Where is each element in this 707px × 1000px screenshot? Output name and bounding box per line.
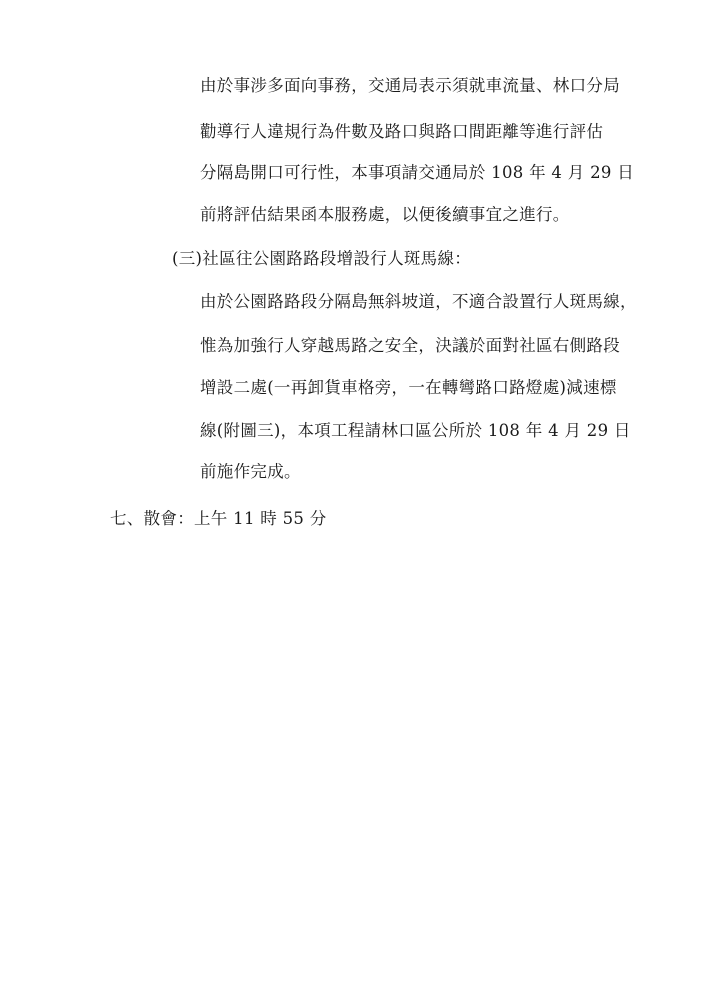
paragraph-line: 增設二處(一再卸貨車格旁，一在轉彎路口路燈處)減速標 (200, 378, 617, 397)
paragraph-line: 線(附圖三)，本項工程請林口區公所於 108 年 4 月 29 日 (200, 421, 631, 440)
paragraph-line: 由於事涉多面向事務，交通局表示須就車流量、林口分局 (200, 76, 620, 95)
paragraph-line: 勸導行人違規行為件數及路口與路口間距離等進行評估 (200, 122, 604, 141)
paragraph-line: 惟為加強行人穿越馬路之安全，決議於面對社區右側路段 (200, 336, 620, 355)
paragraph-line: 由於公園路路段分隔島無斜坡道，不適合設置行人斑馬線， (200, 292, 637, 311)
paragraph-line: 分隔島開口可行性，本事項請交通局於 108 年 4 月 29 日 (200, 163, 635, 182)
paragraph-line: 前施作完成。 (200, 462, 301, 481)
section-7-adjournment: 七、散會：上午 11 時 55 分 (110, 509, 327, 528)
item-3-heading: (三)社區往公園路路段增設行人斑馬線： (172, 249, 472, 268)
paragraph-line: 前將評估結果函本服務處，以便後續事宜之進行。 (200, 205, 570, 224)
